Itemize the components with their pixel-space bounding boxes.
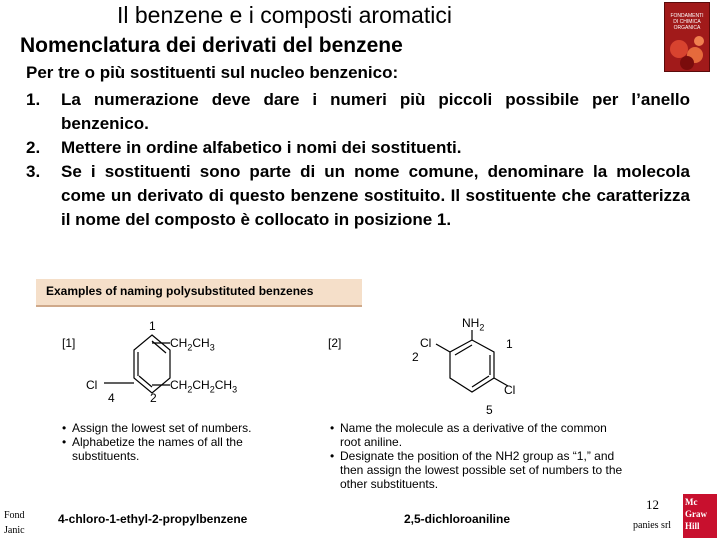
rule-number: 2. [26,138,41,157]
figure-banner [36,279,362,307]
slide-title: Il benzene e i composti aromatici [117,2,452,28]
example-2-notes [330,421,630,491]
book-cover-line: ORGANICA [673,25,701,31]
propyl-substituent: $CH_2CH_2CH_3$ [170,378,238,395]
compound-name-2: 2,5-dichloroaniline [404,512,511,526]
footer-text-left: Fond [4,510,25,521]
note-item: • Alphabetize the names of all the substituents. [62,435,243,463]
example-1-tag: [1] [62,336,76,350]
rule-number: 3. [26,162,41,181]
logo-line: Hill [685,521,700,531]
rule-text: Se i sostituenti sono parte di un nome comune, denominare la molecola come un derivato di questo benzene sostituito. Il sostituente che caratterizza il nome del composto è collocato in posizione 1. [61,162,690,229]
example-1-notes [62,421,292,463]
rule-item [26,88,690,136]
footer-text-right: panies srl [633,520,672,531]
page-number: 12 [646,497,659,512]
rule-text: La numerazione deve dare i numeri più piccoli possibile per l’anello benzenico. [61,90,690,133]
note-text: Assign the lowest set of numbers. [72,421,252,435]
note-text: Name the molecule as a derivative of the common root aniline. [340,421,607,449]
chloro-substituent: Cl [420,336,432,350]
example-2-tag: [2] [328,336,342,350]
ring-1-bond-line [100,378,136,388]
rules-list [26,88,690,232]
book-cover-line: DI CHIMICA [673,19,701,25]
rule-number: 1. [26,90,41,109]
footer-text-left: Janic [4,525,25,536]
note-item: • Name the molecule as a derivative of the common root aniline. [330,421,607,449]
compound-name-1: 4-chloro-1-ethyl-2-propylbenzene [58,512,248,526]
position-label: 4 [108,391,115,405]
ethyl-substituent: $CH_2CH_3$ [170,336,215,353]
rule-item [26,160,690,232]
figure-banner-text: Examples of naming polysubstituted benzenes [46,284,314,298]
book-cover-line: FONDAMENTI [670,13,704,19]
logo-line: Mc [685,497,698,507]
amino-substituent: $NH_2$ [462,316,485,333]
note-text: Designate the position of the NH2 group as “1,” and then assign the lowest possible set of numbers to the other substituents. [340,449,623,491]
intro-text: Per tre o più sostituenti sul nucleo benzenico: [26,63,399,82]
ring-1-bond-line [152,380,172,390]
ring-1-bond-line [152,338,172,348]
position-label: 1 [506,337,513,351]
position-label: 2 [150,391,157,405]
rule-text: Mettere in ordine alfabetico i nomi dei sostituenti. [61,138,462,157]
position-label: 5 [486,403,493,417]
benzene-ring-2 [432,330,512,410]
note-text: Alphabetize the names of all the substituents. [72,435,243,463]
book-cover-image [664,2,710,72]
position-label: 2 [412,350,419,364]
position-label: 1 [149,319,156,333]
slide-subtitle: Nomenclatura dei derivati del benzene [20,34,403,57]
logo-line: Graw [685,509,707,519]
rule-item [26,136,690,160]
publisher-logo [683,494,717,538]
note-item: • Designate the position of the NH2 group as “1,” and then assign the lowest possible set of numbers to the other substituents. [330,449,623,491]
chloro-substituent: Cl [86,378,98,392]
note-item: • Assign the lowest set of numbers. [62,421,252,435]
chloro-substituent: Cl [504,383,516,397]
rules-clip [0,88,720,271]
